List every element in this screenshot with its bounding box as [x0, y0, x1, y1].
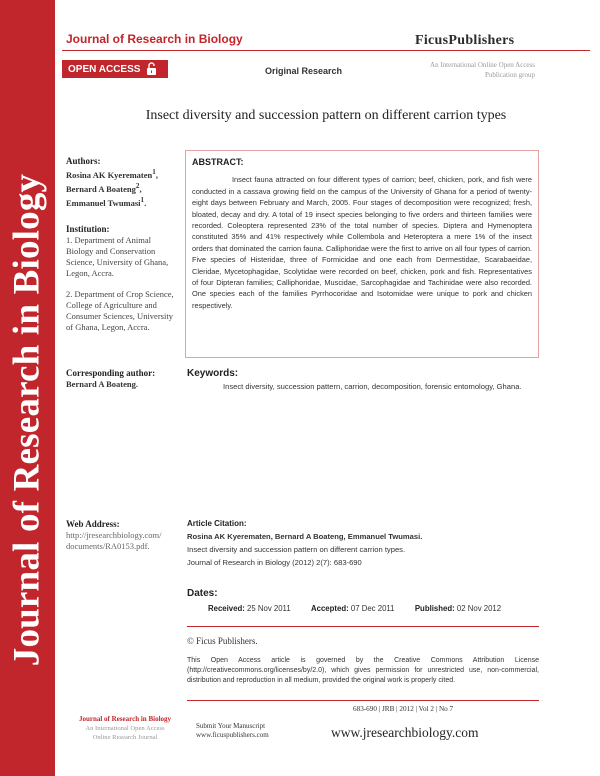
header-journal-name: Journal of Research in Biology [66, 32, 243, 46]
sidebar-band [0, 0, 55, 776]
corresponding-heading: Corresponding author: [66, 368, 156, 378]
footer-submit [196, 722, 269, 740]
dates-heading: Dates: [187, 588, 218, 599]
author-affiliation: 1 [152, 168, 156, 176]
received-label: Received: [208, 604, 245, 613]
author-affiliation: 1 [140, 195, 145, 204]
keywords-heading: Keywords: [187, 368, 239, 379]
received-date: 25 Nov 2011 [247, 604, 291, 613]
corresponding-name: Bernard A Boateng. [66, 379, 139, 389]
corresponding-block [66, 368, 176, 390]
open-access-badge [62, 60, 168, 78]
publisher-subtitle-line-1: An International Online Open Access [430, 61, 535, 69]
license-text: This Open Access article is governed by the Creative Commons Attribution License (http://creativecommons.org/licenses/by/2.0), which gives permission for unrestricted use, non-commercial, distribution and reproduction in all medium, provided the original work is properly cited. [187, 657, 539, 684]
abstract-text: Insect fauna attracted on four different types of carrion; beef, chicken, pork, and fish were conducted in a cassava growing field on the campus of the University of Ghana for a period of twenty-eight days between February and March, 2005. Four stages of decomposition were recognized; fresh, bloated, decay and dry. A total of 19 insect species belonging to five orders and thirteen families were recorded. Coleoptera represented 23% of the total number of species. Diptera and Hymenoptera constituted 35% and 41% respectively while Collembola and Heteroptera a mere 1% of the insect orders that dominated the carrion fauna. Calliphoridae were the first to arrive on all four types of carrion. Five species of Histeridae, three of Formicidae and one each from Dermestidae, Scarabaeidae, Cleridae, Mycetophagidae, Scolytidae were recorded on beef, chicken, pork and fish. Representatives of four Dipteran families; Calliphoridae, Muscidae, Sarcophagidae and Tachinidae were also recorded. One species each of the families Pyrrhocoridae and Isotomidae were unique to pork and chicken respectively. [192, 175, 532, 310]
author-separator: , [139, 183, 142, 194]
citation-journal: Journal of Research in Biology (2012) 2(7): 683-690 [187, 558, 362, 567]
header-divider [62, 50, 590, 51]
institution-item-1: 1. Department of Animal Biology and Conservation Science, University of Ghana, Legon, Accra. [66, 235, 169, 278]
published-date: 02 Nov 2012 [456, 604, 502, 613]
author-3: Emmanuel Twumasi$^1$. [66, 195, 147, 208]
open-access-label: OPEN ACCESS [68, 63, 141, 75]
authors-block [66, 156, 176, 208]
dates-row [208, 604, 501, 613]
abstract-heading: ABSTRACT: [192, 157, 244, 167]
open-lock-icon [146, 62, 157, 76]
footer-journal-logo [64, 715, 186, 742]
accepted-label: Accepted: [311, 604, 349, 613]
author-1 [66, 167, 176, 181]
sidebar-journal-title: Journal of Research in Biology [6, 173, 48, 667]
footer-journal-sub-2: Online Research Journal [92, 734, 158, 741]
footer-divider [187, 700, 539, 701]
published-label: Published: [414, 604, 455, 613]
author-separator: , [155, 169, 158, 180]
publisher-subtitle [405, 60, 535, 80]
citation-title: Insect diversity and succession pattern on different carrion types. [187, 545, 406, 554]
web-address-heading: Web Address: [66, 519, 120, 529]
footer-journal-sub-1: An International Open Access [85, 725, 165, 732]
citation-heading: Article Citation: [187, 519, 247, 528]
footer-website-link[interactable]: www.jresearchbiology.com [331, 725, 479, 740]
publisher-logo: FicusPublishers [415, 33, 515, 48]
footer-journal-title: Journal of Research in Biology [78, 715, 172, 723]
author-name: Emmanuel Twumasi [66, 197, 141, 208]
footer-submit-link[interactable]: www.ficuspublishers.com [196, 731, 269, 739]
author-name: Rosina AK Kyerematen [66, 169, 153, 180]
copyright-line: © Ficus Publishers. [187, 636, 258, 646]
footer-submit-line-1: Submit Your Manuscript [196, 722, 266, 730]
accepted-date: 07 Dec 2011 [350, 604, 395, 613]
abstract-box [185, 150, 539, 358]
author-2 [66, 181, 176, 195]
author-name: Bernard A Boateng [66, 183, 136, 194]
institution-item-2: 2. Department of Crop Science, College of Agriculture and Consumer Sciences, University of Ghana, Legon, Accra. [66, 289, 174, 332]
author-affiliation: 2 [135, 181, 140, 190]
article-type: Original Research [265, 66, 343, 76]
institution-heading: Institution: [66, 224, 110, 234]
paper-title: Insect diversity and succession pattern on different carrion types [145, 108, 507, 123]
citation-authors: Rosina AK Kyerematen, Bernard A Boateng, Emmanuel Twumasi. [187, 532, 423, 541]
authors-heading: Authors: [66, 156, 101, 166]
publisher-subtitle-line-2: Publication group [485, 71, 535, 79]
web-address-link[interactable]: http://jresearchbiology.com/ documents/RA0153.pdf. [66, 530, 162, 551]
footer-issue-meta: 683-690 | JRB | 2012 | Vol 2 | No 7 [353, 705, 454, 713]
web-address-block [66, 519, 176, 552]
dates-divider [187, 626, 539, 627]
keywords-text: Insect diversity, succession pattern, carrion, decomposition, forensic entomology, Ghana. [223, 382, 522, 391]
institution-block [66, 224, 176, 333]
